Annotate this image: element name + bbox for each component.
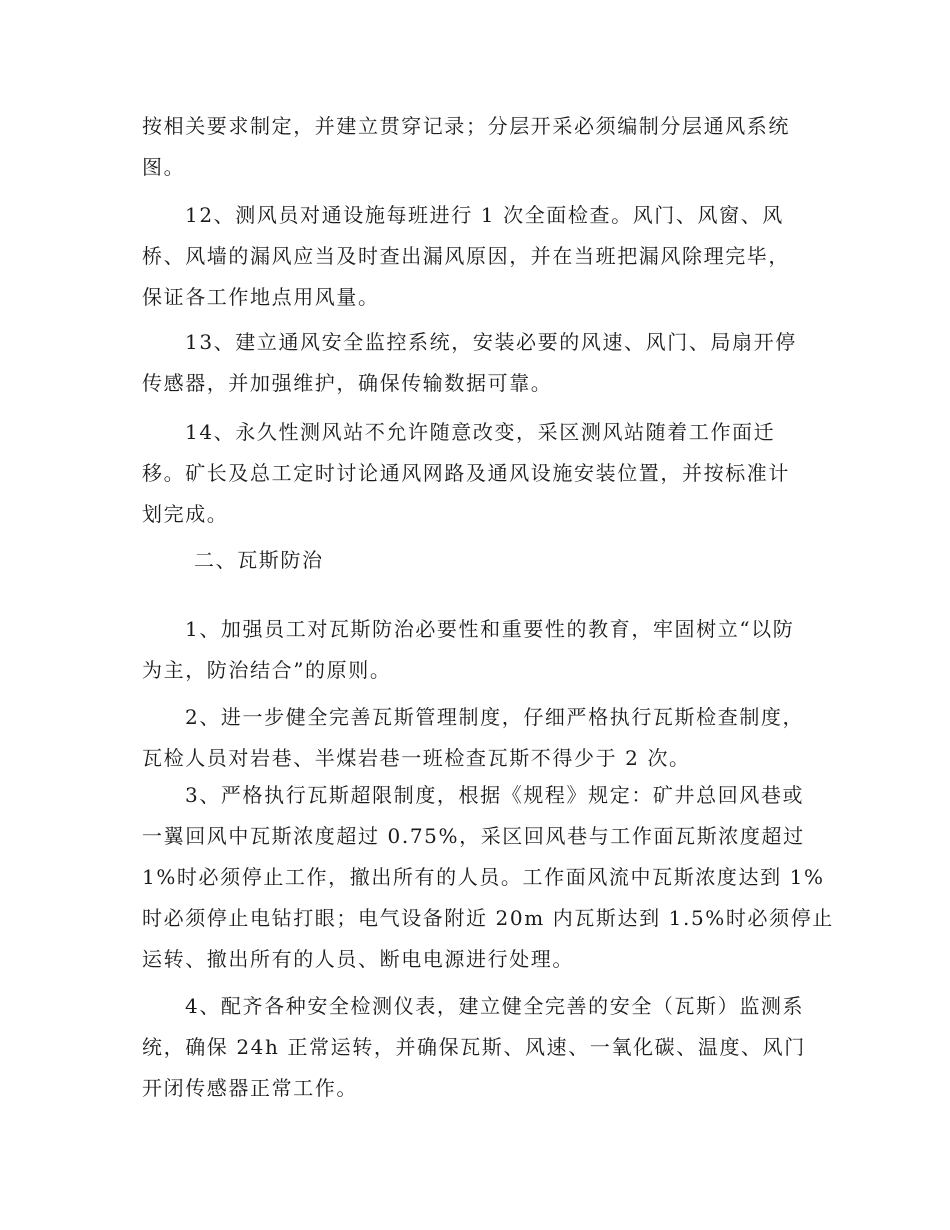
text-line: 移。矿长及总工定时讨论通风网路及通风设施安装位置，并按标准计 (142, 461, 790, 485)
paragraph-item-12 (142, 195, 812, 318)
text-line: 1%时必须停止工作，撤出所有的人员。工作面风流中瓦斯浓度达到 1% (142, 865, 825, 889)
text-line: 一翼回风中瓦斯浓度超过 0.75%，采区回风巷与工作面瓦斯浓度超过 (142, 824, 805, 848)
paragraph-gas-item-1 (142, 609, 812, 691)
section-heading-gas-control (142, 540, 812, 581)
text-line: 运转、撤出所有的人员、断电电源进行处理。 (142, 947, 574, 971)
text-line: 1、加强员工对瓦斯防治必要性和重要性的教育，牢固树立“以防 (185, 617, 795, 641)
text-line: 按相关要求制定，并建立贯穿记录；分层开采必须编制分层通风系统 (142, 114, 790, 138)
text-line: 瓦检人员对岩巷、半煤岩巷一班检查瓦斯不得少于 2 次。 (142, 746, 691, 770)
text-line: 划完成。 (142, 502, 229, 526)
text-line: 2、进一步健全完善瓦斯管理制度，仔细严格执行瓦斯检查制度， (185, 705, 805, 729)
text-line: 图。 (142, 155, 186, 179)
paragraph-gas-item-3 (142, 775, 834, 980)
text-line: 4、配齐各种安全检测仪表，建立健全完善的安全（瓦斯）监测系 (185, 994, 805, 1018)
text-line: 桥、风墙的漏风应当及时查出漏风原因，并在当班把漏风除理完毕， (142, 244, 790, 268)
text-line: 12、测风员对通设施每班进行 1 次全面检查。风门、风窗、风 (185, 203, 784, 227)
paragraph-item-13 (142, 322, 812, 404)
text-line: 传感器，并加强维护，确保传输数据可靠。 (142, 371, 553, 395)
text-line: 统，确保 24h 正常运转，并确保瓦斯、风速、一氧化碳、温度、风门 (142, 1035, 806, 1059)
paragraph-continuation (142, 106, 812, 188)
text-line: 13、建立通风安全监控系统，安装必要的风速、风门、局扇开停 (185, 330, 797, 354)
text-line: 3、严格执行瓦斯超限制度，根据《规程》规定：矿井总回风巷或 (185, 783, 805, 807)
text-line: 时必须停止电钻打眼；电气设备附近 20m 内瓦斯达到 1.5%时必须停止 (142, 906, 834, 930)
paragraph-item-14 (142, 412, 812, 535)
section-heading-text: 二、瓦斯防治 (194, 548, 324, 572)
text-line: 为主，防治结合”的原则。 (142, 658, 392, 682)
paragraph-gas-item-2 (142, 697, 812, 779)
text-line: 开闭传感器正常工作。 (142, 1076, 358, 1100)
paragraph-gas-item-4 (142, 986, 812, 1109)
text-line: 14、永久性测风站不允许随意改变，采区测风站随着工作面迁 (185, 420, 776, 444)
text-line: 保证各工作地点用风量。 (142, 285, 380, 309)
